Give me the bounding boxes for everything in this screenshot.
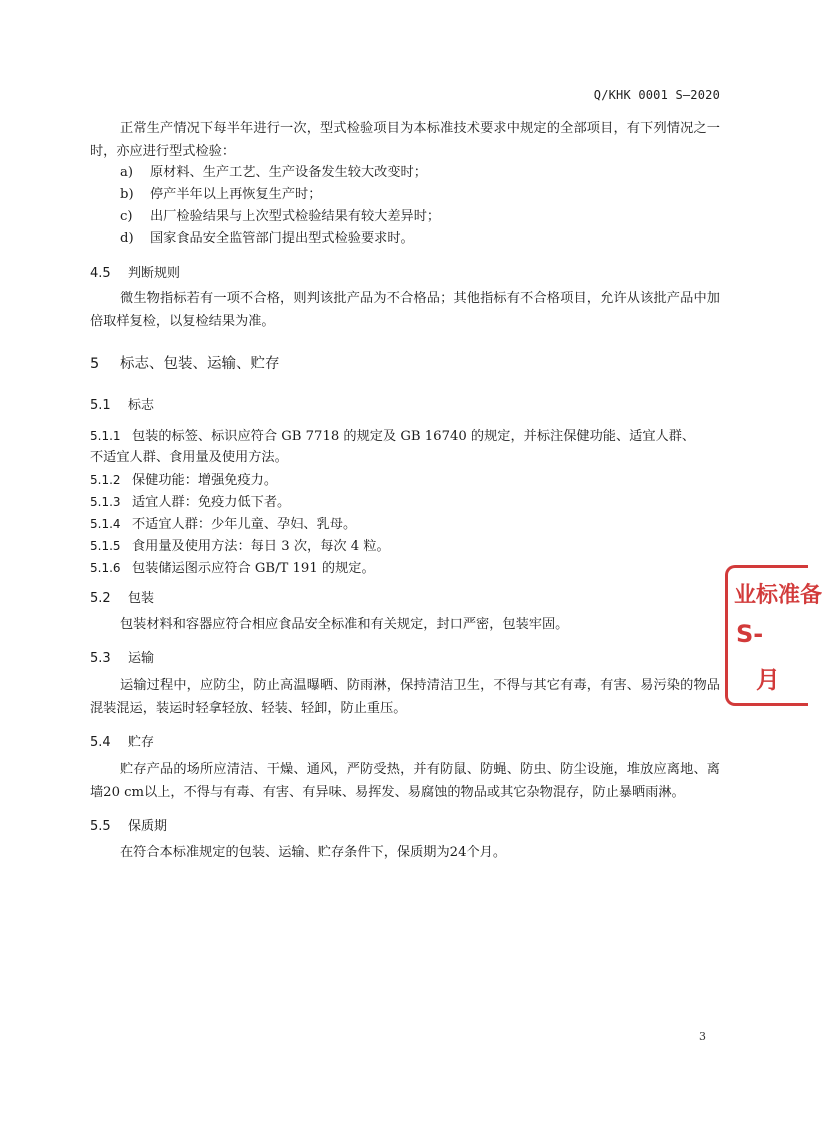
clause-text: 保健功能：增强免疫力。 (132, 473, 278, 488)
standard-code-header: Q/KHK 0001 S—2020 (593, 88, 720, 102)
clause-number: 5.1.6 (90, 561, 121, 575)
list-text: 停产半年以上再恢复生产时； (150, 187, 322, 202)
section-5-3-text: 运输过程中，应防尘，防止高温曝晒、防雨淋，保持清洁卫生，不得与其它有毒，有害、易污染的物品混装混运，装运时轻拿轻放、轻装、轻卸，防止重压。 (90, 678, 720, 716)
clause-number: 5.1.4 (90, 517, 121, 531)
list-marker: b) (120, 187, 134, 202)
section-title: 标志、包装、运输、贮存 (120, 356, 280, 372)
section-number: 5.5 (90, 819, 111, 834)
clause-text: 包装的标签、标识应符合 GB 7718 的规定及 GB 16740 的规定，并标注保健功能、适宜人群、 (132, 429, 696, 444)
section-5-5-text: 在符合本标准规定的包装、运输、贮存条件下，保质期为24个月。 (120, 845, 507, 860)
section-5-4-text: 贮存产品的场所应清洁、干燥、通风，严防受热，并有防鼠、防蝇、防虫、防尘设施，堆放应离地、离墙20 cm以上，不得与有毒、有害、有异味、易挥发、易腐蚀的物品或其它杂物混存，防止暴晒雨淋。 (90, 762, 720, 800)
stamp-line: 月 (756, 666, 780, 694)
clause-line (90, 557, 375, 580)
list-item (120, 206, 440, 228)
page-number: 3 (699, 1030, 706, 1043)
list-item (120, 184, 321, 206)
list-marker: a) (120, 165, 134, 180)
filing-stamp (725, 565, 822, 706)
section-heading-5-2 (90, 587, 154, 606)
clause-line (90, 491, 290, 514)
section-number: 5.3 (90, 651, 111, 666)
section-title: 运输 (128, 651, 155, 666)
clause-line (90, 469, 277, 492)
section-heading-5-1 (90, 394, 154, 413)
list-text: 国家食品安全监管部门提出型式检验要求时。 (150, 231, 414, 246)
stamp-line: S- (736, 620, 764, 648)
section-number: 5.4 (90, 735, 111, 750)
clause-number: 5.1.3 (90, 495, 121, 509)
list-item (120, 228, 414, 250)
section-number: 4.5 (90, 266, 111, 281)
section-title: 判断规则 (128, 266, 181, 281)
section-title: 包装 (128, 591, 155, 606)
section-heading-5-4 (90, 731, 154, 750)
intro-paragraph: 正常生产情况下每半年进行一次，型式检验项目为本标准技术要求中规定的全部项目，有下列情况之一时，亦应进行型式检验： (90, 121, 720, 159)
section-heading-4-5 (90, 262, 180, 281)
section-heading-5-5 (90, 815, 167, 834)
section-title: 保质期 (128, 819, 168, 834)
section-title: 标志 (128, 398, 155, 413)
clause-text: 包装储运图示应符合 GB/T 191 的规定。 (132, 561, 375, 576)
section-heading-5 (90, 352, 280, 373)
list-marker: c) (120, 209, 133, 224)
clause-number: 5.1.2 (90, 473, 121, 487)
section-title: 贮存 (128, 735, 155, 750)
clause-text: 不适宜人群、食用量及使用方法。 (90, 450, 288, 465)
section-number: 5.2 (90, 591, 111, 606)
clause-text: 食用量及使用方法：每日 3 次，每次 4 粒。 (132, 539, 390, 554)
clause-number: 5.1.1 (90, 429, 121, 443)
clause-line (90, 447, 288, 469)
clause-line (90, 425, 695, 448)
stamp-line: 业标准备 (734, 583, 822, 608)
section-heading-5-3 (90, 647, 154, 666)
list-text: 原材料、生产工艺、生产设备发生较大改变时； (150, 165, 427, 180)
section-number: 5.1 (90, 398, 111, 413)
clause-number: 5.1.5 (90, 539, 121, 553)
list-text: 出厂检验结果与上次型式检验结果有较大差异时； (150, 209, 441, 224)
list-marker: d) (120, 231, 134, 246)
section-number: 5 (90, 356, 100, 372)
section-4-5-text: 微生物指标若有一项不合格，则判该批产品为不合格品；其他指标有不合格项目，允许从该批产品中加倍取样复检，以复检结果为准。 (90, 291, 720, 329)
clause-line (90, 513, 356, 536)
clause-text: 不适宜人群：少年儿童、孕妇、乳母。 (132, 517, 357, 532)
section-5-2-text: 包装材料和容器应符合相应食品安全标准和有关规定，封口严密，包装牢固。 (120, 617, 569, 632)
list-item (120, 162, 427, 184)
clause-line (90, 535, 390, 558)
clause-text: 适宜人群：免疫力低下者。 (132, 495, 291, 510)
